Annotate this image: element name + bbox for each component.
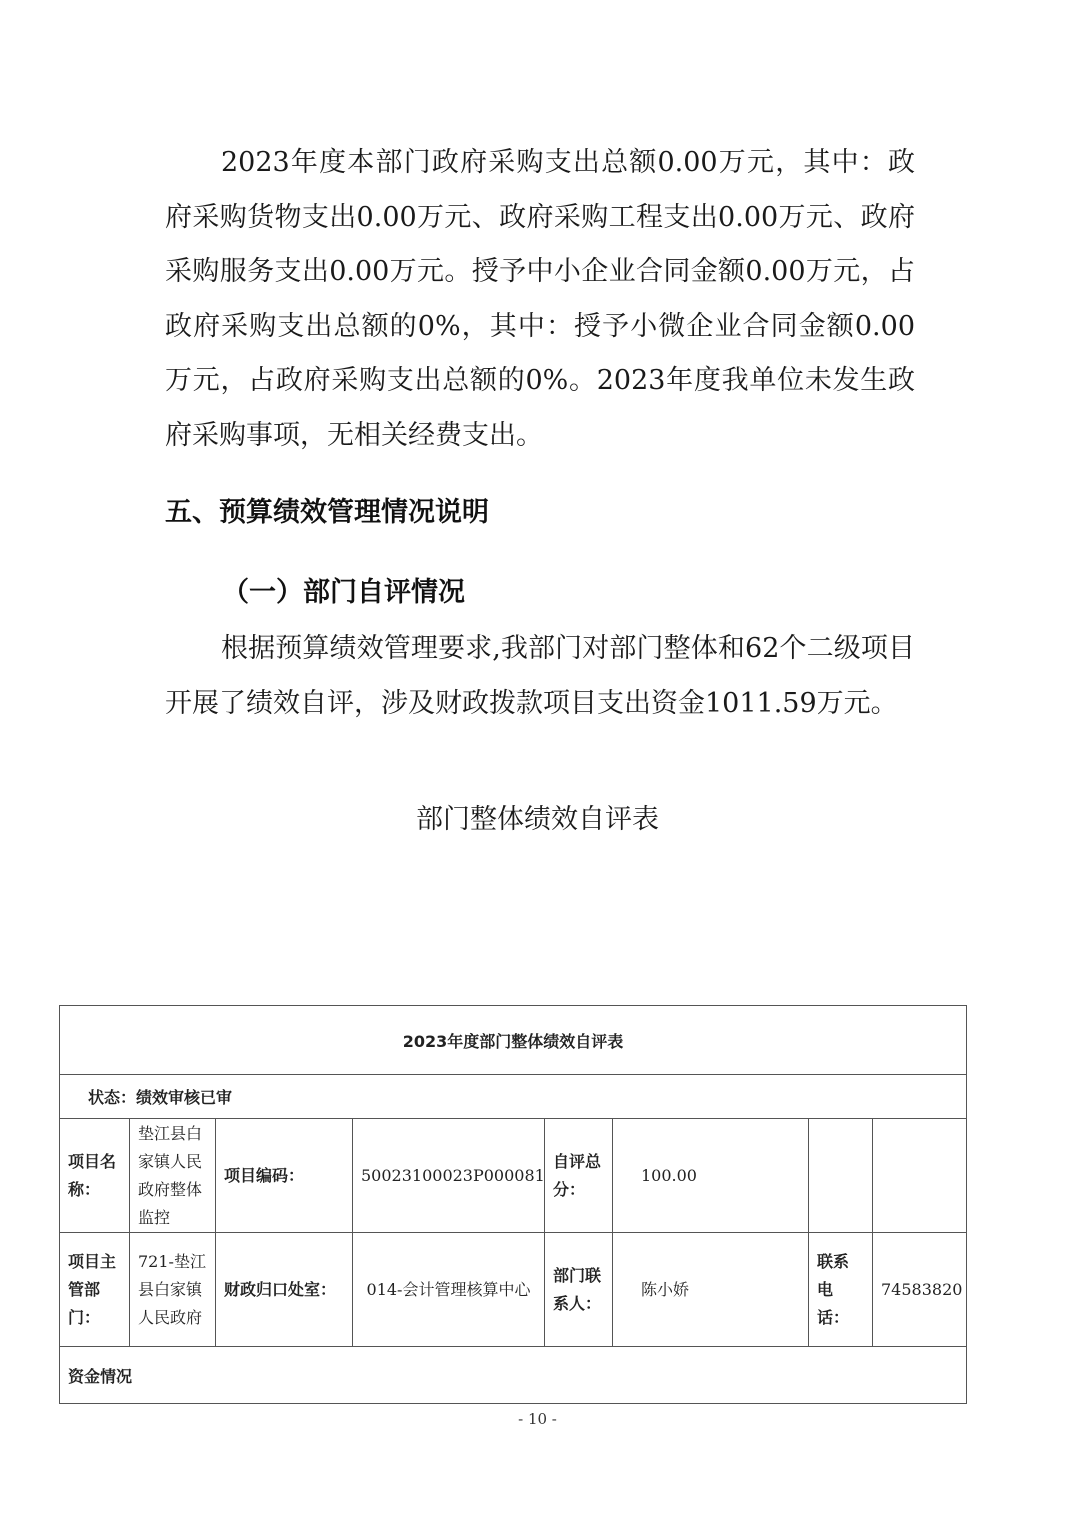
contact-value: 陈小娇 bbox=[613, 1233, 809, 1347]
table-row bbox=[60, 1233, 967, 1347]
page-number: - 10 - bbox=[518, 1410, 557, 1428]
finance-office-label: 财政归口处室： bbox=[216, 1233, 353, 1347]
project-name-label: 项目名称： bbox=[60, 1119, 130, 1233]
empty-cell bbox=[809, 1119, 873, 1233]
table-row bbox=[60, 1119, 967, 1233]
section-heading-5: 五、预算绩效管理情况说明 bbox=[165, 497, 489, 528]
dept-label: 项目主管部门： bbox=[60, 1233, 130, 1347]
dept-value: 721-垫江县白家镇人民政府 bbox=[130, 1233, 216, 1347]
project-code-label: 项目编码： bbox=[216, 1119, 353, 1233]
empty-cell bbox=[873, 1119, 967, 1233]
paragraph-self-evaluation: 根据预算绩效管理要求,我部门对部门整体和62个二级项目开展了绩效自评，涉及财政拨款项目支出资金1011.59万元。 bbox=[165, 633, 915, 719]
phone-label: 联系电话： bbox=[809, 1233, 873, 1347]
performance-table bbox=[59, 1005, 967, 1404]
table-caption: 部门整体绩效自评表 bbox=[416, 804, 659, 835]
subsection-heading-1: （一）部门自评情况 bbox=[222, 577, 465, 608]
paragraph-procurement: 2023年度本部门政府采购支出总额0.00万元，其中：政府采购货物支出0.00万元、政府采购工程支出0.00万元、政府采购服务支出0.00万元。授予中小企业合同金额0.00万元，占政府采购支出总额的0%，其中：授予小微企业合同金额0.00万元，占政府采购支出总额的0%。2023年度我单位未发生政府采购事项，无相关经费支出。 bbox=[165, 147, 915, 451]
status-badge: 状态：绩效审核已审 bbox=[60, 1075, 967, 1119]
total-score-value: 100.00 bbox=[613, 1119, 809, 1233]
total-score-label: 自评总分： bbox=[545, 1119, 613, 1233]
project-code-value: 50023100023P000081 bbox=[353, 1119, 545, 1233]
contact-label: 部门联系人： bbox=[545, 1233, 613, 1347]
finance-office-value: 014-会计管理核算中心 bbox=[353, 1233, 545, 1347]
funds-section-label: 资金情况 bbox=[60, 1347, 967, 1404]
project-name-value: 垫江县白家镇人民政府整体监控 bbox=[130, 1119, 216, 1233]
table-title: 2023年度部门整体绩效自评表 bbox=[60, 1006, 967, 1075]
phone-value: 74583820 bbox=[873, 1233, 967, 1347]
